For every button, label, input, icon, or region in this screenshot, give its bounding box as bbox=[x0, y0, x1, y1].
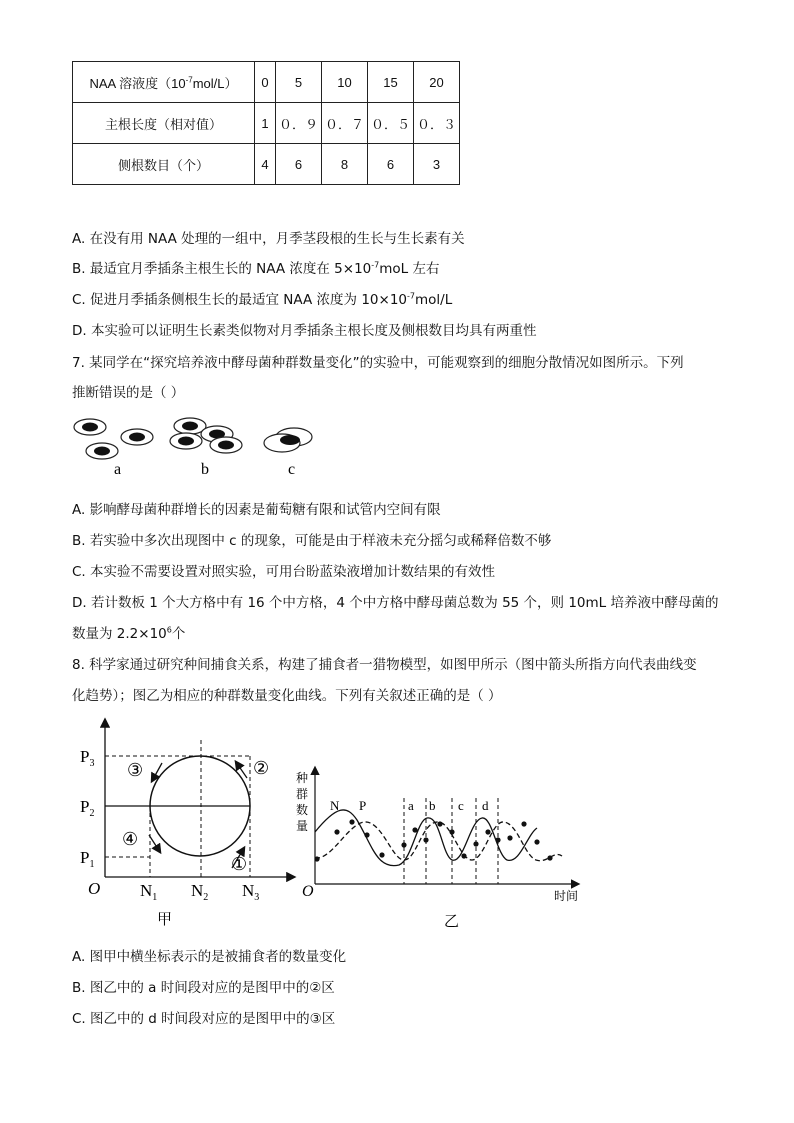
q6-option-b: B. 最适宜月季插条主根生长的 NAA 浓度在 $5\times 10^{-7}moL$ 左右 bbox=[72, 260, 440, 277]
y-tick-p2: $P_2$ bbox=[80, 797, 95, 819]
x-tick-n2: $N_2$ bbox=[191, 881, 209, 903]
region-2-label: ② bbox=[253, 758, 270, 779]
table-cell: 3 bbox=[414, 144, 460, 185]
x-tick-n3: $N_3$ bbox=[242, 881, 260, 903]
cell-group-b bbox=[170, 418, 242, 453]
figure-yi bbox=[292, 760, 592, 935]
jia-origin: O bbox=[88, 879, 101, 898]
table-cell: 8 bbox=[322, 144, 368, 185]
table-row bbox=[73, 103, 460, 144]
yi-ylabel-3: 数 bbox=[296, 803, 309, 817]
table-cell: 1 bbox=[255, 103, 276, 144]
series-label-n: N bbox=[330, 798, 340, 813]
q8-option-c: C. 图乙中的 d 时间段对应的是图甲中的③区 bbox=[72, 1011, 336, 1027]
y-tick-p3: $P_3$ bbox=[80, 747, 95, 769]
q8-option-b: B. 图乙中的 a 时间段对应的是图甲中的②区 bbox=[72, 980, 335, 996]
q7-stem-line2: 推断错误的是（ ） bbox=[72, 385, 185, 401]
x-tick-n1: $N_1$ bbox=[140, 881, 158, 903]
table-cell: 20 bbox=[414, 62, 460, 103]
q7-stem-line1: 7. 某同学在“探究培养液中酵母菌种群数量变化”的实验中，可能观察到的细胞分散情况如图所示。下列 bbox=[72, 355, 684, 371]
table-cell: ０．７ bbox=[322, 103, 368, 144]
table-cell: ０．９ bbox=[276, 103, 322, 144]
table-cell: 6 bbox=[368, 144, 414, 185]
series-p-curve bbox=[315, 822, 562, 861]
q7-option-b: B. 若实验中多次出现图中 c 的现象，可能是由于样液未充分摇匀或稀释倍数不够 bbox=[72, 533, 552, 549]
figure-jia bbox=[72, 710, 302, 935]
segment-label-c: c bbox=[458, 798, 464, 813]
region-4-label: ④ bbox=[122, 829, 139, 850]
table-row bbox=[73, 144, 460, 185]
yi-caption: 乙 bbox=[444, 912, 460, 930]
q6-option-c: C. 促进月季插条侧根生长的最适宜 NAA 浓度为 $10\times 10^{-7}mol/L$ bbox=[72, 291, 453, 308]
yi-origin: O bbox=[302, 883, 314, 900]
yi-ylabel-2: 群 bbox=[296, 787, 309, 801]
q7-option-c: C. 本实验不需要设置对照实验，可用台盼蓝染液增加计数结果的有效性 bbox=[72, 564, 496, 580]
q6-option-d: D. 本实验可以证明生长素类似物对月季插条主根长度及侧根数目均具有两重性 bbox=[72, 323, 537, 339]
yeast-cells-figure bbox=[72, 412, 332, 480]
jia-caption: 甲 bbox=[157, 910, 173, 928]
segment-label-b: b bbox=[429, 798, 436, 813]
q8-option-a: A. 图甲中横坐标表示的是被捕食者的数量变化 bbox=[72, 949, 347, 965]
table-cell: 4 bbox=[255, 144, 276, 185]
table-row-header: 主根长度（相对值） bbox=[73, 103, 255, 144]
q7-option-d-line2: 数量为 $2.2\times 10^6$个 bbox=[72, 625, 186, 642]
q8-stem-line1: 8. 科学家通过研究种间捕食关系，构建了捕食者一猎物模型，如图甲所示（图中箭头所指方向代表曲线变 bbox=[72, 657, 697, 673]
table-cell: ０．３ bbox=[414, 103, 460, 144]
yi-xlabel: 时间 bbox=[554, 889, 579, 903]
naa-data-table bbox=[72, 61, 460, 185]
table-cell: 10 bbox=[322, 62, 368, 103]
yi-ylabel-1: 种 bbox=[296, 771, 309, 785]
cell-label-b: b bbox=[201, 461, 209, 478]
cell-label-a: a bbox=[114, 461, 122, 478]
segment-label-a: a bbox=[408, 798, 414, 813]
y-tick-p1: $P_1$ bbox=[80, 848, 95, 870]
table-cell: 15 bbox=[368, 62, 414, 103]
q7-option-d-line1: D. 若计数板 1 个大方格中有 16 个中方格，4 个中方格中酵母菌总数为 55 个，则 10mL 培养液中酵母菌的 bbox=[72, 595, 719, 611]
yi-ylabel-4: 量 bbox=[296, 819, 309, 833]
q8-stem-line2: 化趋势）；图乙为相应的种群数量变化曲线。下列有关叙述正确的是（ ） bbox=[72, 688, 502, 704]
cell-group-c bbox=[264, 428, 312, 452]
segment-label-d: d bbox=[482, 798, 489, 813]
table-cell: 5 bbox=[276, 62, 322, 103]
cell-label-c: c bbox=[288, 461, 296, 478]
table-row-header: 侧根数目（个） bbox=[73, 144, 255, 185]
table-row bbox=[73, 62, 460, 103]
series-label-p: P bbox=[359, 798, 367, 813]
table-cell: 6 bbox=[276, 144, 322, 185]
cell-group-a bbox=[74, 419, 153, 459]
q7-option-a: A. 影响酵母菌种群增长的因素是葡萄糖有限和试管内空间有限 bbox=[72, 502, 441, 518]
table-cell: ０．５ bbox=[368, 103, 414, 144]
table-row-header: NAA 溶液度$(10^{-7}mol/L)$ bbox=[73, 62, 255, 103]
region-1-label: ① bbox=[231, 854, 248, 875]
q6-option-a: A. 在没有用 NAA 处理的一组中，月季茎段根的生长与生长素有关 bbox=[72, 231, 465, 247]
table-cell: 0 bbox=[255, 62, 276, 103]
region-3-label: ③ bbox=[127, 760, 144, 781]
